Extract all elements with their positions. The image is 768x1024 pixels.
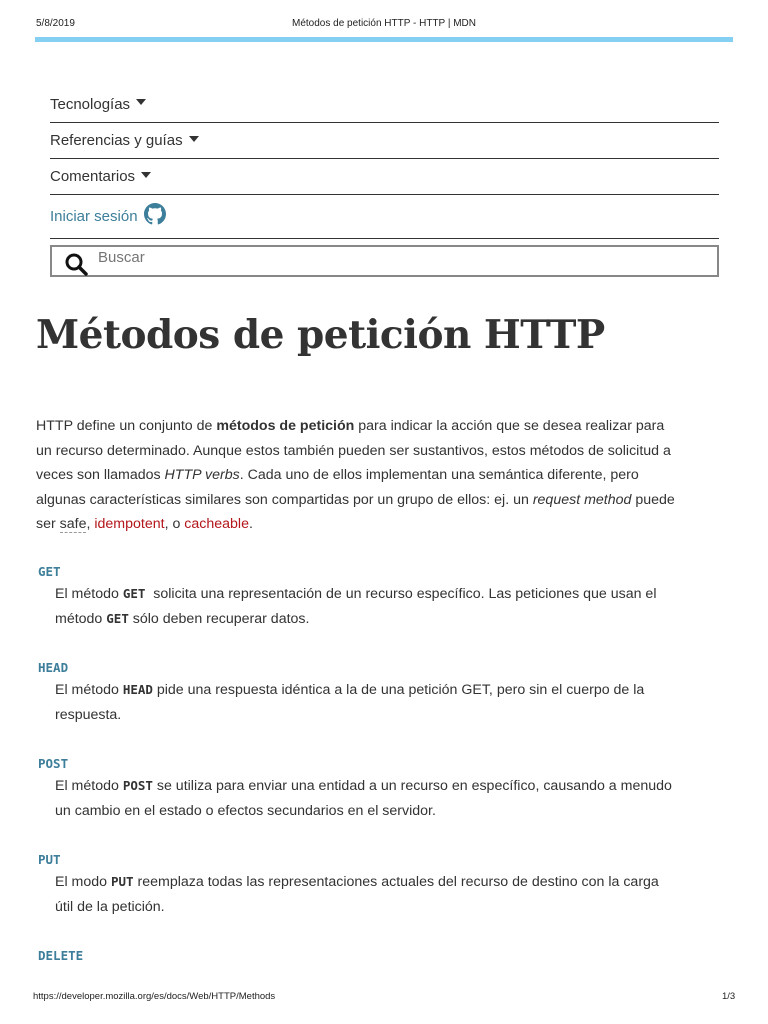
method-desc-post	[55, 774, 678, 823]
method-post	[38, 756, 678, 823]
code-head: HEAD	[122, 682, 153, 697]
desc-text: El método	[55, 586, 123, 602]
intro-text: . Cada uno de ellos implementan una semántica diferente, pero algunas características similares son compartidas por un grupo de ellos: ej. un	[36, 467, 639, 508]
link-idempotent[interactable]: idempotent	[94, 516, 165, 533]
nav-item-label: Referencias y guías	[50, 132, 183, 149]
intro-text: .	[248, 516, 253, 533]
print-doc-title: Métodos de petición HTTP - HTTP | MDN	[292, 18, 476, 29]
method-put	[38, 852, 678, 919]
desc-text: solicita una representación de un recurso específico. Las peticiones que usan el método	[55, 586, 661, 627]
desc-text: reemplaza todas las representaciones actuales del recurso de destino con la carga útil de la petición.	[55, 874, 659, 915]
method-term-put[interactable]: PUT	[38, 852, 61, 867]
intro-text: para indicar la acción que se desea realizar para un recurso determinado. Aunque estos también pueden ser sustantivos, estos métodos de solicitud a veces son llamados	[36, 418, 671, 484]
caret-down-icon	[141, 172, 151, 178]
nav-item-label: Comentarios	[50, 168, 136, 185]
search-box	[50, 245, 719, 277]
desc-text: sólo deben recuperar datos.	[128, 610, 310, 627]
method-term-head[interactable]: HEAD	[38, 660, 69, 675]
accent-bar	[35, 37, 733, 42]
method-desc-put	[55, 870, 678, 919]
desc-text: pide una respuesta idéntica a la de una petición GET, pero sin el cuerpo de la respuesta.	[55, 682, 645, 723]
method-get	[38, 564, 678, 631]
method-delete	[38, 948, 678, 963]
search-input[interactable]	[96, 248, 660, 267]
method-term-post[interactable]: POST	[38, 756, 69, 771]
intro-emphasis: HTTP verbs	[164, 467, 240, 484]
method-term-get[interactable]: GET	[38, 564, 61, 579]
page-title: Métodos de petición HTTP	[36, 312, 605, 358]
code-get: GET	[106, 610, 129, 626]
print-url: https://developer.mozilla.org/es/docs/Web/HTTP/Methods	[33, 991, 276, 1002]
signin-link[interactable]	[50, 195, 719, 239]
signin-label: Iniciar sesión	[50, 208, 138, 225]
desc-text: El modo	[55, 874, 111, 890]
desc-text: El método	[55, 682, 123, 698]
intro-emphasis: request method	[532, 491, 632, 508]
intro-paragraph	[36, 414, 676, 537]
nav-item-comentarios[interactable]	[50, 159, 719, 195]
desc-text: se utiliza para enviar una entidad a un recurso en específico, causando a menudo un cambio en el estado o efectos secundarios en el servidor.	[55, 778, 672, 819]
intro-bold: métodos de petición	[216, 418, 355, 434]
intro-text: puede ser	[36, 491, 675, 533]
method-desc-get	[55, 582, 678, 631]
nav-item-label: Tecnologías	[50, 95, 131, 113]
link-safe[interactable]: safe	[59, 516, 87, 533]
link-cacheable[interactable]: cacheable	[184, 516, 249, 533]
code-post: POST	[122, 778, 153, 793]
main-nav	[50, 86, 719, 277]
method-head	[38, 660, 678, 727]
nav-item-referencias[interactable]	[50, 123, 719, 159]
method-desc-head	[55, 678, 678, 727]
code-put: PUT	[111, 874, 134, 889]
github-icon	[144, 203, 166, 225]
desc-text: El método	[55, 778, 123, 794]
caret-down-icon	[136, 99, 146, 105]
method-term-delete[interactable]: DELETE	[38, 948, 84, 963]
code-get: GET	[122, 586, 146, 601]
caret-down-icon	[189, 136, 199, 142]
intro-text: , o	[164, 516, 185, 533]
print-date: 5/8/2019	[36, 18, 75, 29]
nav-item-tecnologias[interactable]	[50, 86, 719, 123]
search-icon	[64, 252, 88, 276]
print-header	[0, 0, 768, 29]
intro-text: ,	[86, 516, 95, 533]
intro-text: HTTP define un conjunto de	[36, 418, 217, 434]
print-page-count: 1/3	[722, 991, 736, 1002]
